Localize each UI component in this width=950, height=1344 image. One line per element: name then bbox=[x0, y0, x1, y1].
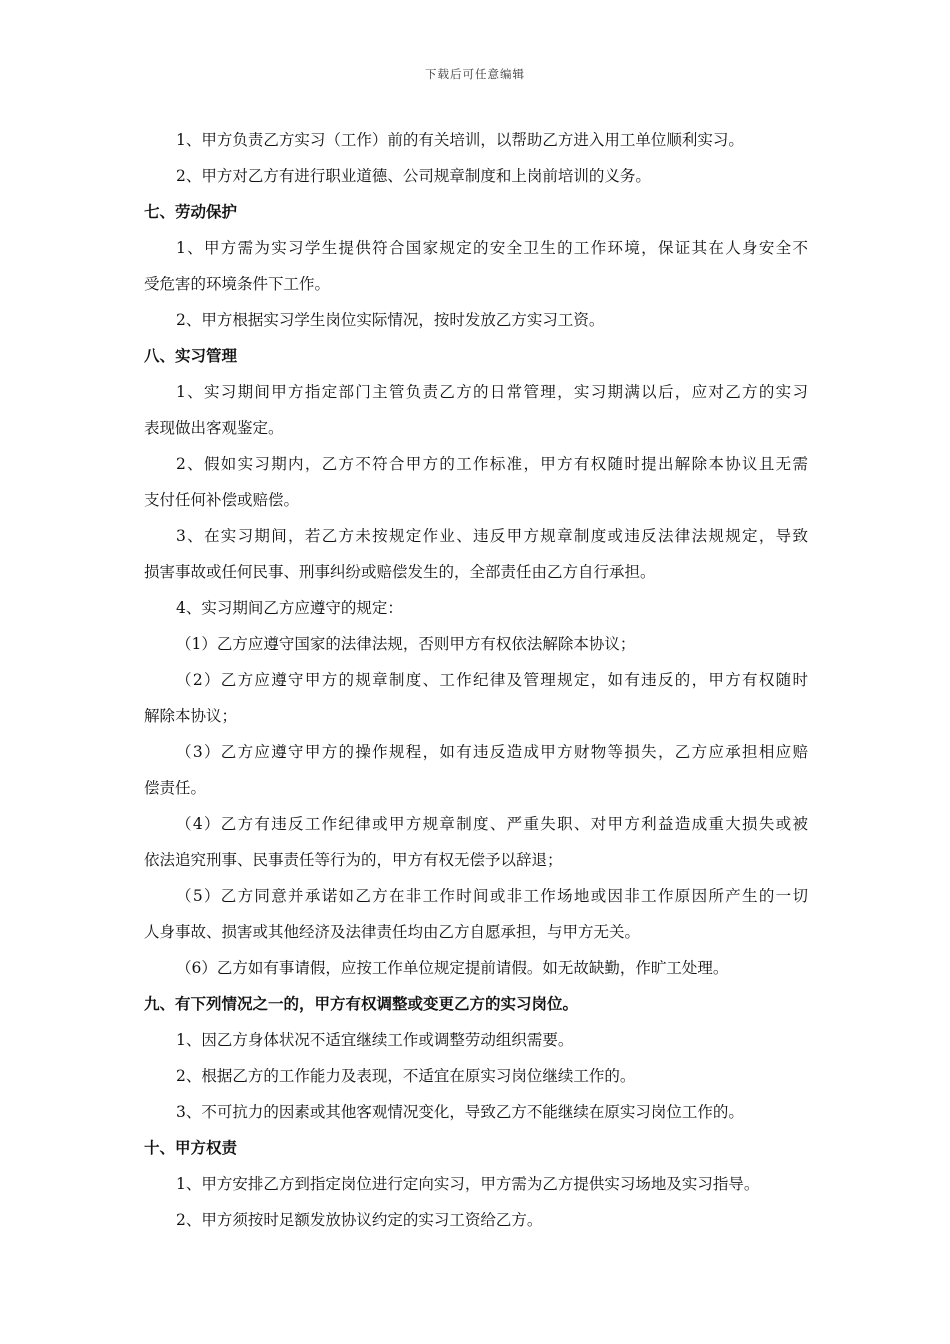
paragraph-line: 偿责任。 bbox=[144, 779, 207, 797]
section-heading: 八、实习管理 bbox=[144, 347, 238, 365]
document-body bbox=[144, 122, 808, 1238]
paragraph-line: 解除本协议； bbox=[144, 707, 238, 725]
paragraph-line: 2、假如实习期内，乙方不符合甲方的工作标准，甲方有权随时提出解除本协议且无需 bbox=[176, 455, 808, 473]
paragraph-line: 1、甲方负责乙方实习（工作）前的有关培训，以帮助乙方进入用工单位顺利实习。 bbox=[176, 131, 744, 149]
paragraph-line: （4）乙方有违反工作纪律或甲方规章制度、严重失职、对甲方利益造成重大损失或被 bbox=[176, 815, 808, 833]
paragraph-line: 支付任何补偿或赔偿。 bbox=[144, 491, 300, 509]
paragraph-line: 1、甲方安排乙方到指定岗位进行定向实习，甲方需为乙方提供实习场地及实习指导。 bbox=[176, 1175, 760, 1193]
paragraph-line: 人身事故、损害或其他经济及法律责任均由乙方自愿承担，与甲方无关。 bbox=[144, 923, 641, 941]
paragraph-line: （2）乙方应遵守甲方的规章制度、工作纪律及管理规定，如有违反的，甲方有权随时 bbox=[176, 671, 808, 689]
paragraph-line: 表现做出客观鉴定。 bbox=[144, 419, 284, 437]
paragraph-line: （1）乙方应遵守国家的法律法规，否则甲方有权依法解除本协议； bbox=[176, 635, 636, 653]
paragraph-line: 4、实习期间乙方应遵守的规定： bbox=[176, 599, 403, 617]
page-header: 下载后可任意编辑 bbox=[425, 67, 525, 81]
paragraph-line: 3、不可抗力的因素或其他客观情况变化，导致乙方不能继续在原实习岗位工作的。 bbox=[176, 1103, 744, 1121]
paragraph-line: （5）乙方同意并承诺如乙方在非工作时间或非工作场地或因非工作原因所产生的一切 bbox=[176, 887, 808, 905]
paragraph-line: 1、甲方需为实习学生提供符合国家规定的安全卫生的工作环境，保证其在人身安全不 bbox=[176, 239, 808, 257]
paragraph-line: 损害事故或任何民事、刑事纠纷或赔偿发生的，全部责任由乙方自行承担。 bbox=[144, 563, 656, 581]
paragraph-line: 2、根据乙方的工作能力及表现，不适宜在原实习岗位继续工作的。 bbox=[176, 1067, 636, 1085]
paragraph-line: 1、实习期间甲方指定部门主管负责乙方的日常管理，实习期满以后，应对乙方的实习 bbox=[176, 383, 808, 401]
paragraph-line: 依法追究刑事、民事责任等行为的，甲方有权无偿予以辞退； bbox=[144, 851, 563, 869]
paragraph-line: 受危害的环境条件下工作。 bbox=[144, 275, 331, 293]
paragraph-line: 2、甲方须按时足额发放协议约定的实习工资给乙方。 bbox=[176, 1211, 543, 1229]
section-heading: 十、甲方权责 bbox=[144, 1139, 238, 1157]
paragraph-line: 2、甲方对乙方有进行职业道德、公司规章制度和上岗前培训的义务。 bbox=[176, 167, 651, 185]
paragraph-line: 1、因乙方身体状况不适宜继续工作或调整劳动组织需要。 bbox=[176, 1031, 574, 1049]
section-heading: 七、劳动保护 bbox=[144, 203, 238, 221]
paragraph-line: （6）乙方如有事请假，应按工作单位规定提前请假。如无故缺勤，作旷工处理。 bbox=[176, 959, 729, 977]
section-heading: 九、有下列情况之一的，甲方有权调整或变更乙方的实习岗位。 bbox=[144, 995, 579, 1013]
paragraph-line: （3）乙方应遵守甲方的操作规程，如有违反造成甲方财物等损失，乙方应承担相应赔 bbox=[176, 743, 808, 761]
paragraph-line: 3、在实习期间，若乙方未按规定作业、违反甲方规章制度或违反法律法规规定，导致 bbox=[176, 527, 808, 545]
paragraph-line: 2、甲方根据实习学生岗位实际情况，按时发放乙方实习工资。 bbox=[176, 311, 605, 329]
